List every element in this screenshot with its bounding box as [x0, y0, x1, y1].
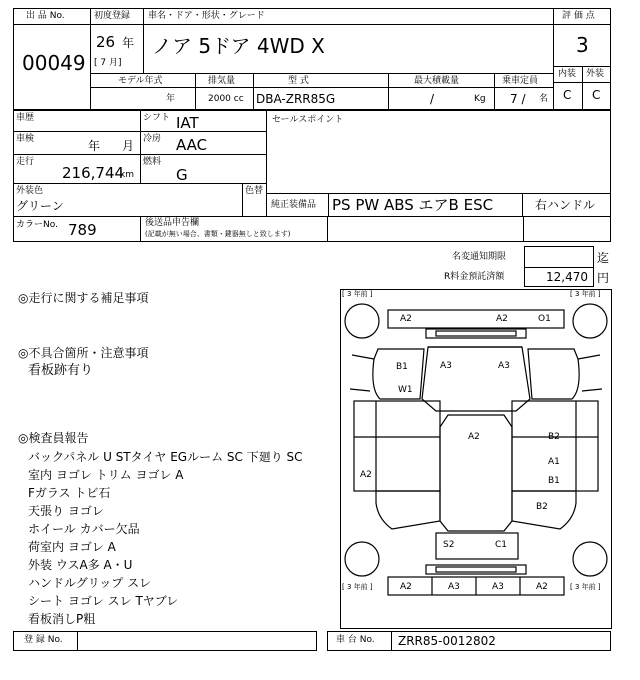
aftersales-blank-2	[523, 216, 611, 242]
wheel-front-left	[345, 304, 379, 338]
car-damage-diagram	[340, 289, 612, 629]
mark-right-front-door: B2	[548, 432, 560, 442]
type-label: 型 式	[288, 76, 309, 86]
color-number-value: 789	[68, 221, 97, 239]
registration-label: 初度登録	[94, 11, 131, 21]
score-value: 3	[576, 33, 589, 57]
mileage-label: 走行	[16, 157, 35, 167]
registration-month: [ 7 月]	[94, 58, 122, 68]
defects-heading: ◎不具合箇所・注意事項	[18, 346, 149, 360]
mark-hood-right: A3	[498, 361, 510, 371]
sales-point-label: セールスポイント	[272, 115, 344, 125]
history-label: 車歴	[16, 113, 35, 123]
inspector-line-8: ハンドルグリップ スレ	[28, 576, 152, 590]
name-change-deadline-box	[524, 246, 594, 268]
inspector-line-9: シート ヨゴレ スレ Tヤブレ	[28, 594, 179, 608]
mark-right-rear-door-b: B1	[548, 476, 560, 486]
exterior-label: 外装	[586, 69, 605, 79]
score-label: 評 価 点	[562, 11, 595, 21]
inspector-line-5: ホイール カバー欠品	[28, 522, 140, 536]
exterior-grade: C	[592, 88, 601, 102]
registration-number-label: 登 録 No.	[24, 635, 63, 645]
mark-rear-bumper-right: A2	[536, 582, 548, 592]
shift-label: シフト	[143, 113, 171, 123]
displacement-value: 2000 cc	[208, 94, 244, 104]
equipment-value: PS PW ABS エアB ESC	[332, 196, 494, 214]
aftersales-label: 後送品申告欄	[145, 218, 200, 228]
displacement-label: 排気量	[208, 76, 236, 86]
chassis-number-value: ZRR85-0012802	[398, 634, 496, 648]
color-number-label: カラーNo.	[16, 220, 58, 230]
capacity-unit: 名	[539, 94, 549, 104]
aftersales-blank-1	[327, 216, 524, 242]
interior-grade: C	[563, 88, 572, 102]
mileage-unit: km	[120, 170, 134, 180]
equipment-label: 純正装備品	[271, 200, 317, 210]
chassis-number-label: 車 台 No.	[336, 635, 375, 645]
recycle-fee-value: 12,470	[546, 270, 588, 284]
type-value: DBA-ZRR85G	[256, 92, 336, 106]
model-year-label: モデル年式	[118, 76, 163, 86]
mark-front-bumper-right: O1	[538, 314, 551, 324]
inspector-line-3: Fガラス トビ石	[28, 486, 111, 500]
inspector-line-2: 室内 ヨゴレ トリム ヨゴレ A	[28, 468, 184, 482]
max-load-label: 最大積載量	[414, 76, 460, 86]
right-fender	[528, 349, 579, 399]
ac-label: 冷房	[143, 134, 162, 144]
handle-position: 右ハンドル	[535, 198, 596, 212]
wheel-rear-left	[345, 542, 379, 576]
defects-line-1: 看板跡有り	[28, 363, 94, 378]
diagram-tag-bottom-left: [ 3 年前 ]	[342, 583, 373, 591]
mark-roof: A2	[468, 432, 480, 442]
registration-year: 26	[96, 33, 116, 51]
ac-value: AAC	[176, 136, 208, 154]
mark-front-bumper-center: A2	[496, 314, 508, 324]
model-name-value: ノア 5ドア 4WD X	[152, 34, 325, 58]
diagram-tag-top-right: [ 3 年前 ]	[570, 290, 601, 298]
recycle-fee-label: R料金預託済額	[444, 272, 505, 282]
inspector-line-7: 外装 ウスA多 A・U	[28, 558, 133, 572]
aftersales-note: (記載が無い場合、書類・鍵器無しと致します)	[145, 230, 291, 238]
mark-left-fender: B1	[396, 362, 408, 372]
wheel-front-right	[573, 304, 607, 338]
model-name-label: 車名・ドア・形状・グレード	[148, 11, 265, 21]
model-year-unit: 年	[166, 94, 176, 104]
capacity-value: 7 /	[510, 92, 526, 106]
name-change-deadline-unit: 迄	[597, 251, 610, 265]
mark-left-fender-w: W1	[398, 385, 413, 395]
mark-rear-bumper-center-2: A3	[492, 582, 504, 592]
mark-back-door-left: S2	[443, 540, 455, 550]
mileage-value: 216,744	[62, 164, 125, 182]
name-change-deadline-label: 名変通知期限	[452, 252, 507, 262]
registration-number-value-cell	[77, 631, 317, 651]
fuel-value: G	[176, 166, 188, 184]
mark-back-door-right: C1	[495, 540, 508, 550]
mark-right-rear-door-a: A1	[548, 457, 560, 467]
exterior-color-value: グリーン	[16, 199, 64, 213]
mark-left-side: A2	[360, 470, 372, 480]
interior-label: 内装	[558, 69, 577, 79]
mark-rear-bumper-center-1: A3	[448, 582, 460, 592]
inspector-line-6: 荷室内 ヨゴレ A	[28, 540, 116, 554]
mark-right-quarter: B2	[536, 502, 548, 512]
mark-rear-bumper-left: A2	[400, 582, 412, 592]
shift-value: IAT	[176, 114, 199, 132]
mark-front-bumper-left: A2	[400, 314, 412, 324]
inspector-report-list	[28, 448, 303, 628]
driving-notes-heading: ◎走行に関する補足事項	[18, 291, 149, 305]
inspection-year: 年	[88, 139, 101, 153]
diagram-tag-top-left: [ 3 年前 ]	[342, 290, 373, 298]
inspector-line-10: 看板消しP粗	[28, 612, 96, 626]
inspector-line-4: 天張り ヨゴレ	[28, 504, 104, 518]
registration-year-char: 年	[122, 36, 135, 50]
inspection-label: 車検	[16, 134, 35, 144]
diagram-tag-bottom-right: [ 3 年前 ]	[570, 583, 601, 591]
wheel-rear-right	[573, 542, 607, 576]
recycle-fee-unit: 円	[597, 271, 610, 285]
lot-number-value: 00049	[22, 51, 86, 75]
mark-hood-left: A3	[440, 361, 452, 371]
inspector-heading: ◎検査員報告	[18, 431, 89, 445]
capacity-label: 乗車定員	[502, 76, 539, 86]
exterior-color-label: 外装色	[16, 186, 44, 196]
lot-number-label: 出 品 No.	[26, 11, 65, 21]
inspection-month: 月	[122, 139, 135, 153]
recolor-label: 色替	[245, 186, 264, 196]
max-load-unit: Kg	[474, 94, 486, 104]
inspector-line-1: バックパネル U STタイヤ EGルーム SC 下廻り SC	[28, 450, 303, 464]
fuel-label: 燃料	[143, 157, 162, 167]
max-load-value: /	[430, 92, 435, 106]
